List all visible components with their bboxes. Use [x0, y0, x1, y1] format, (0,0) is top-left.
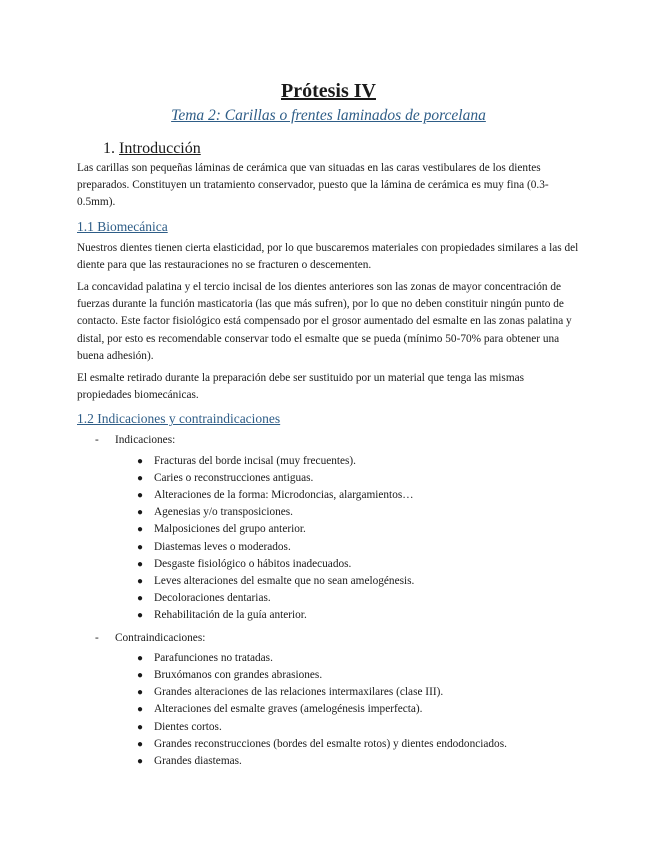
list-item	[77, 504, 580, 521]
list-item-text: Grandes reconstrucciones (bordes del esmalte rotos) y dientes endodonciados.	[154, 737, 507, 750]
list-item-text: Leves alteraciones del esmalte que no sean amelogénesis.	[154, 575, 415, 588]
dash-marker: -	[95, 434, 99, 447]
list-item	[77, 650, 580, 667]
bullet-icon: ●	[137, 558, 144, 570]
bullet-icon: ●	[137, 455, 144, 467]
list-item	[77, 753, 580, 770]
list-item-text: Agenesias y/o transposiciones.	[154, 506, 293, 519]
biomecanica-paragraph-1: Nuestros dientes tienen cierta elasticidad, por lo que buscaremos materiales con propiedades similares a las del diente para que las restauraciones no se fracturen o descementen.	[77, 241, 579, 271]
list-item	[77, 590, 580, 607]
list-item-text: Decoloraciones dentarias.	[154, 592, 271, 605]
list-item	[77, 539, 580, 556]
bullet-icon: ●	[137, 738, 144, 750]
contraindicaciones-list	[77, 650, 580, 770]
bullet-icon: ●	[137, 652, 144, 664]
list-item-text: Bruxómanos con grandes abrasiones.	[154, 669, 323, 682]
list-item-text: Rehabilitación de la guía anterior.	[154, 609, 307, 622]
contraindicaciones-label: - Contraindicaciones:	[77, 630, 580, 647]
indicaciones-label: - Indicaciones:	[77, 432, 580, 449]
bullet-icon: ●	[137, 756, 144, 768]
document-subtitle: Tema 2: Carillas o frentes laminados de porcelana	[171, 107, 486, 124]
biomecanica-paragraph-3: El esmalte retirado durante la preparación debe ser sustituido por un material que tenga las mismas propiedades biomecánicas.	[77, 372, 525, 402]
list-item-text: Malposiciones del grupo anterior.	[154, 523, 306, 536]
bullet-icon: ●	[137, 687, 144, 699]
list-item	[77, 667, 580, 684]
list-item	[77, 607, 580, 624]
list-item	[77, 573, 580, 590]
list-item	[77, 470, 580, 487]
indicaciones-list	[77, 453, 580, 625]
list-item-text: Fracturas del borde incisal (muy frecuentes).	[154, 454, 357, 467]
indicaciones-group	[77, 432, 580, 624]
subsection-heading-biomecanica: 1.1 Biomecánica	[77, 218, 168, 234]
bullet-icon: ●	[137, 670, 144, 682]
bullet-icon: ●	[137, 704, 144, 716]
list-item	[77, 719, 580, 736]
section-heading-introduccion	[77, 138, 580, 160]
list-item	[77, 701, 580, 718]
section-title: Introducción	[119, 140, 201, 157]
document-title: Prótesis IV	[281, 80, 376, 102]
list-item	[77, 487, 580, 504]
subsection-heading-indicaciones: 1.2 Indicaciones y contraindicaciones	[77, 411, 281, 427]
bullet-icon: ●	[137, 524, 144, 536]
list-item	[77, 736, 580, 753]
bullet-icon: ●	[137, 576, 144, 588]
list-item	[77, 453, 580, 470]
intro-paragraph: Las carillas son pequeñas láminas de cerámica que van situadas en las caras vestibulares de los dientes preparados. Constituyen un tratamiento conservador, puesto que la lámina de cerámica es muy fina (0.3-0.5mm).	[77, 162, 549, 209]
section-number: 1.	[103, 140, 115, 157]
list-item	[77, 556, 580, 573]
list-item-text: Dientes cortos.	[154, 720, 222, 733]
biomecanica-paragraph-2: La concavidad palatina y el tercio incisal de los dientes anteriores son las zonas de mayor concentración de fuerzas durante la función masticatoria (las que más sufren), por lo que no deben constituir ningún punto de contacto. Este factor fisiológico está compensado por el grosor aumentado del esmalte en las zonas palatina y distal, por esto es recomendable conservar todo el esmalte que se pueda (mínimo 50-70% para obtener una buena adhesión).	[77, 281, 572, 362]
list-item-text: Alteraciones de la forma: Microdoncias, alargamientos…	[154, 489, 414, 502]
list-item-text: Desgaste fisiológico o hábitos inadecuados.	[154, 557, 352, 570]
bullet-icon: ●	[137, 490, 144, 502]
list-item	[77, 521, 580, 538]
bullet-icon: ●	[137, 593, 144, 605]
list-item-text: Alteraciones del esmalte graves (amelogénesis imperfecta).	[154, 703, 423, 716]
list-item-text: Grandes diastemas.	[154, 755, 242, 768]
list-item-text: Caries o reconstrucciones antiguas.	[154, 471, 314, 484]
list-item-text: Diastemas leves o moderados.	[154, 540, 291, 553]
bullet-icon: ●	[137, 721, 144, 733]
bullet-icon: ●	[137, 541, 144, 553]
bullet-icon: ●	[137, 472, 144, 484]
dash-marker: -	[95, 631, 99, 644]
contraindicaciones-group	[77, 630, 580, 771]
list-item	[77, 684, 580, 701]
bullet-icon: ●	[137, 610, 144, 622]
list-item-text: Grandes alteraciones de las relaciones intermaxilares (clase III).	[154, 686, 444, 699]
list-item-text: Parafunciones no tratadas.	[154, 651, 273, 664]
bullet-icon: ●	[137, 507, 144, 519]
